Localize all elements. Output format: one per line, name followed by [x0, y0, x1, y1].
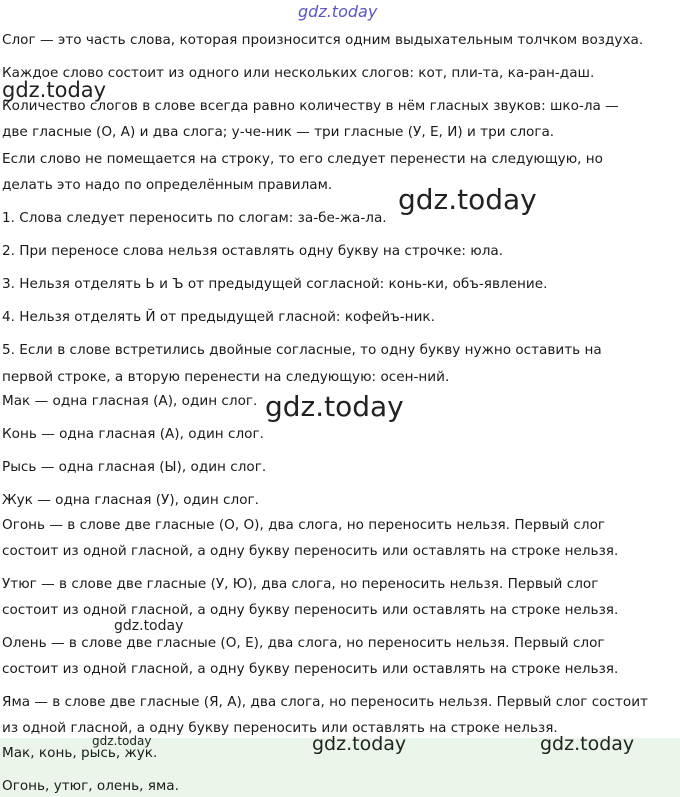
rule-1: 1. Слова следует переносить по слогам: за-бе-жа-ла.: [2, 210, 387, 226]
word-analysis: Олень — в слове две гласные (О, Е), два слога, но переносить нельзя. Первый слог: [2, 635, 605, 651]
watermark: gdz.today: [540, 733, 635, 755]
watermark: gdz.today: [2, 78, 107, 102]
text-line: Если слово не помещается на строку, то его следует перенести на следующую, но: [2, 151, 603, 167]
watermark-top: gdz.today: [298, 2, 378, 21]
text-line: Слог — это часть слова, которая произносится одним выдыхательным толчком воздуха.: [2, 32, 644, 48]
text-line: делать это надо по определённым правилам.: [2, 177, 333, 193]
text-line: Количество слогов в слове всегда равно количеству в нём гласных звуков: шко-ла —: [2, 98, 619, 114]
word-analysis: Утюг — в слове две гласные (У, Ю), два слога, но переносить нельзя. Первый слог: [2, 576, 599, 592]
watermark: gdz.today: [114, 618, 184, 634]
text-line: из одной гласной, а одну букву переносить или оставлять на строке нельзя.: [2, 720, 558, 736]
answer-line: Огонь, утюг, олень, яма.: [2, 778, 179, 794]
text-line: состоит из одной гласной, а одну букву переносить или оставлять на строке нельзя.: [2, 543, 619, 559]
word-analysis: Жук — одна гласная (У), один слог.: [2, 492, 259, 508]
word-analysis: Огонь — в слове две гласные (О, О), два слога, но переносить нельзя. Первый слог: [2, 517, 606, 533]
text-line: первой строке, а вторую перенести на следующую: осен-ний.: [2, 369, 450, 385]
text-line: Каждое слово состоит из одного или нескольких слогов: кот, пли-та, ка-ран-даш.: [2, 65, 595, 81]
rule-3: 3. Нельзя отделять Ь и Ъ от предыдущей согласной: конь-ки, объ-явление.: [2, 276, 548, 292]
rule-2: 2. При переносе слова нельзя оставлять одну букву на строчке: юла.: [2, 243, 504, 259]
watermark: gdz.today: [92, 734, 152, 748]
answer-line: Мак, конь, рысь, жук.: [2, 745, 158, 761]
watermark: gdz.today: [398, 183, 537, 216]
text-line: две гласные (О, А) и два слога; у-че-ник — три гласные (У, Е, И) и три слога.: [2, 124, 555, 140]
word-analysis: Яма — в слове две гласные (Я, А), два слога, но переносить нельзя. Первый слог состоит: [2, 694, 648, 710]
watermark: gdz.today: [312, 733, 407, 755]
rule-5: 5. Если в слове встретились двойные согласные, то одну букву нужно оставить на: [2, 342, 602, 358]
word-analysis: Мак — одна гласная (А), один слог.: [2, 393, 258, 409]
watermark: gdz.today: [265, 390, 404, 423]
text-line: состоит из одной гласной, а одну букву переносить или оставлять на строке нельзя.: [2, 661, 619, 677]
text-line: состоит из одной гласной, а одну букву переносить или оставлять на строке нельзя.: [2, 602, 619, 618]
word-analysis: Рысь — одна гласная (Ы), один слог.: [2, 459, 267, 475]
rule-4: 4. Нельзя отделять Й от предыдущей гласной: кофейъ-ник.: [2, 309, 435, 325]
word-analysis: Конь — одна гласная (А), один слог.: [2, 426, 264, 442]
